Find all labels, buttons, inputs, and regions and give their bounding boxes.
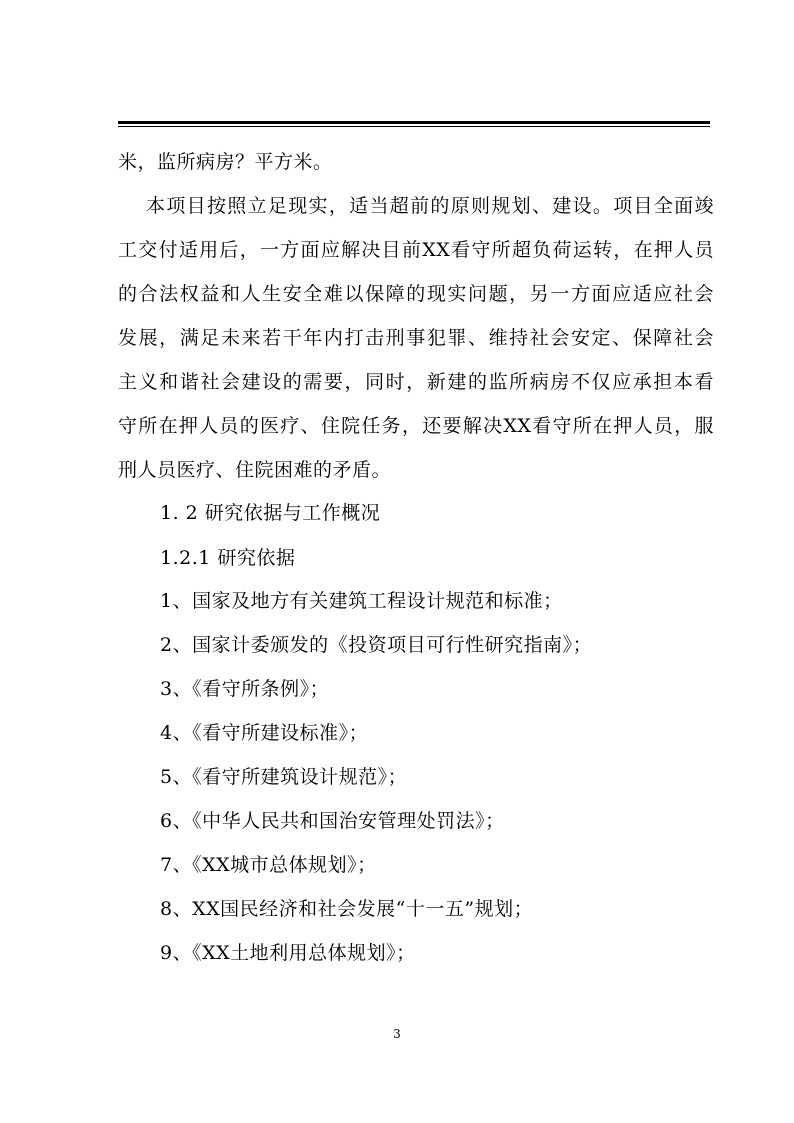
basis-list-item: 5、《看守所建筑设计规范》；: [160, 766, 408, 788]
basis-list-item: 3、《看守所条例》；: [160, 678, 330, 700]
basis-list-item: 8、XX国民经济和社会发展“十一五”规划；: [160, 898, 534, 920]
basis-list-item: 4、《看守所建设标准》；: [160, 722, 369, 744]
body-line-continuation: 米，监所病房？平方米。: [118, 151, 333, 173]
body-paragraph-line-last: 刑人员医疗、住院困难的矛盾。: [118, 459, 392, 481]
basis-list-item: 9、《XX土地利用总体规划》；: [160, 942, 416, 964]
header-rule-thin: [118, 126, 710, 127]
body-paragraph-line: 发展，满足未来若干年内打击刑事犯罪、维持社会安定、保障社会: [118, 327, 714, 349]
body-paragraph-line: 本项目按照立足现实，适当超前的原则规划、建设。项目全面竣: [146, 195, 714, 217]
basis-list-item: 7、《XX城市总体规划》；: [160, 854, 377, 876]
basis-list-item: 6、《中华人民共和国治安管理处罚法》；: [160, 810, 505, 832]
body-paragraph-line: 的合法权益和人生安全难以保障的现实问题，另一方面应适应社会: [118, 283, 714, 305]
section-heading: 1. 2 研究依据与工作概况: [160, 502, 381, 524]
page-number: 3: [393, 1027, 401, 1041]
body-paragraph-line: 守所在押人员的医疗、住院任务，还要解决XX看守所在押人员，服: [118, 415, 714, 437]
body-paragraph-line: 主义和谐社会建设的需要，同时，新建的监所病房不仅应承担本看: [118, 371, 714, 393]
body-paragraph-line: 工交付适用后，一方面应解决目前XX看守所超负荷运转，在押人员: [118, 239, 714, 261]
header-rule-thick: [118, 121, 710, 124]
basis-list-item: 1、国家及地方有关建筑工程设计规范和标准；: [160, 590, 563, 612]
subsection-heading: 1.2.1 研究依据: [160, 547, 296, 569]
basis-list-item: 2、国家计委颁发的《投资项目可行性研究指南》；: [160, 634, 593, 656]
